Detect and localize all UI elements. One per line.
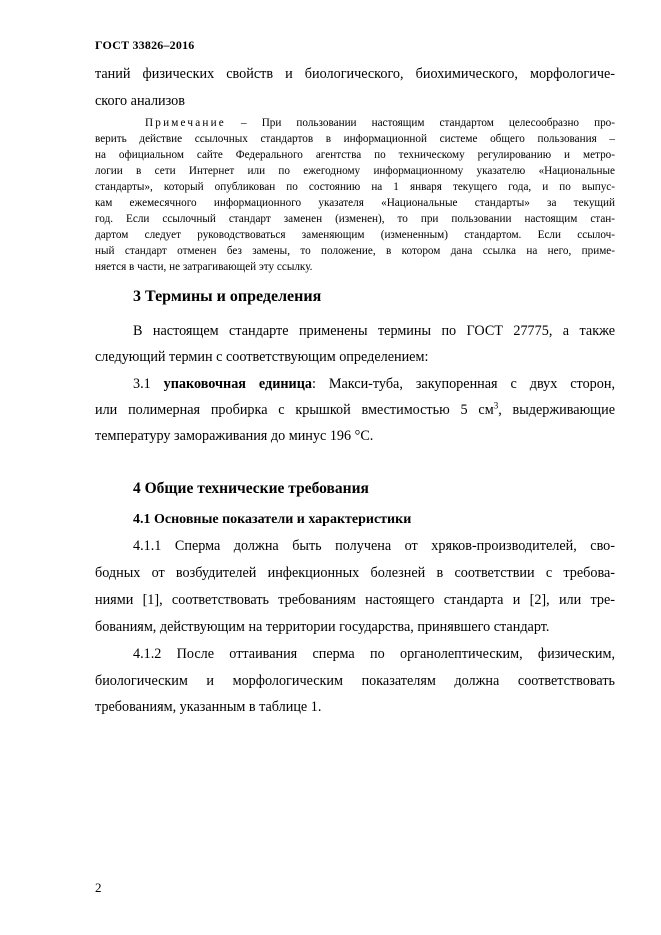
para-4-1-1-line-4: бованиям, действующим на территории государства, принявшего стандарт. xyxy=(95,619,550,635)
note-line-5: стандарты», который опубликован по состоянию на 1 января текущего года, и по выпус- xyxy=(95,181,615,193)
term-name: упаковочная единица xyxy=(163,376,312,392)
note-line-9: ный стандарт отменен без замены, то положение, в котором дана ссылка на него, приме- xyxy=(95,245,615,257)
note-line-3: на официальном сайте Федерального агентства по техническому регулированию и метро- xyxy=(95,149,615,161)
section-3-heading: 3 Термины и определения xyxy=(133,288,322,305)
para-4-1-2-line-1: 4.1.2 После оттаивания сперма по органолептическим, физическим, xyxy=(133,646,615,662)
term-definition-line-2: или полимерная пробирка с крышкой вместимостью 5 $см^3$, выдерживающие xyxy=(95,400,616,418)
section-3-para-line-1: В настоящем стандарте применены термины по ГОСТ 27775, а также xyxy=(133,323,615,339)
note-line-2: верить действие ссылочных стандартов в информационной системе общего пользования – xyxy=(95,133,615,145)
page-number: 2 xyxy=(95,880,102,895)
para-4-1-1-line-3: ниями [1], соответствовать требованиям настоящего стандарта и [2], или тре- xyxy=(95,592,615,608)
superscript-3: 3 xyxy=(493,400,499,411)
term-definition-line-1: 3.1 упаковочная единица: Макси-туба, закупоренная с двух сторон, xyxy=(133,376,615,392)
section-4-heading: 4 Общие технические требования xyxy=(133,480,369,497)
para-4-1-1-line-2: бодных от возбудителей инфекционных болезней в соответствии с требова- xyxy=(95,565,615,581)
note-label: Примечание xyxy=(145,117,226,129)
document-header: ГОСТ 33826–2016 xyxy=(95,38,195,52)
para-4-1-2-line-2: биологическим и морфологическим показателям должна соответствовать xyxy=(95,673,615,689)
note-line-6: кам ежемесячного информационного указателя «Национальные стандарты» за текущий xyxy=(95,197,615,209)
continuation-line-2: ского анализов xyxy=(95,93,185,109)
note-line-7: год. Если ссылочный стандарт заменен (изменен), то при пользовании настоящим стан- xyxy=(95,213,615,225)
section-4-1-heading: 4.1 Основные показатели и характеристики xyxy=(133,512,412,527)
section-3-para-line-2: следующий термин с соответствующим определением: xyxy=(95,349,429,365)
note-line-4: логии в сети Интернет или по ежегодному информационному указателю «Национальные xyxy=(95,165,615,177)
note-line-10: няется в части, не затрагивающей эту ссылку. xyxy=(95,261,313,273)
continuation-line-1: таний физических свойств и биологического, биохимического, морфологиче- xyxy=(95,66,615,82)
note-line-8: дартом следует руководствоваться заменяющим (измененным) стандартом. Если ссылоч- xyxy=(95,229,615,241)
term-definition-line-3: температуру замораживания до минус 196 °С. xyxy=(95,428,374,444)
para-4-1-1-line-1: 4.1.1 Сперма должна быть получена от хряков-производителей, сво- xyxy=(133,538,615,554)
para-4-1-2-line-3: требованиям, указанным в таблице 1. xyxy=(95,699,322,715)
note-line-1: Примечание – При пользовании настоящим стандартом целесообразно про- xyxy=(145,117,615,129)
